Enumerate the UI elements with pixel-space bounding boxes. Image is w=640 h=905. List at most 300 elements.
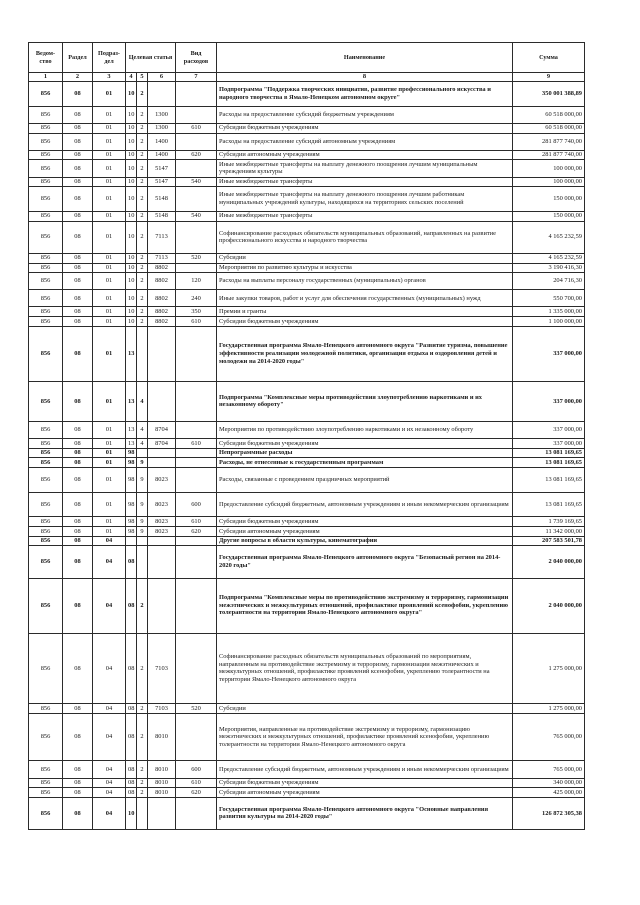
sum-cell: 281 877 740,00 [513,133,585,150]
table-row [29,221,585,253]
column-number: 8 [217,73,513,82]
table-row [29,713,585,761]
podrazdel-cell: 01 [93,527,126,537]
razdel-cell: 08 [63,421,93,438]
name-cell: Субсидии [217,704,513,714]
table-row [29,704,585,714]
podrazdel-cell: 01 [93,150,126,160]
expense-type-cell: 620 [176,150,217,160]
target-article-part-cell: 10 [126,106,137,123]
table-row [29,797,585,829]
expense-type-cell: 120 [176,273,217,290]
name-cell: Иные межбюджетные трансферты на выплату денежного поощрения лучшим муниципальным учреждениям культуры [217,160,513,177]
target-article-part-cell: 08 [126,713,137,761]
target-article-code-cell: 1300 [148,106,176,123]
podrazdel-cell: 01 [93,421,126,438]
sum-cell: 1 275 000,00 [513,633,585,703]
target-article-part-cell: 10 [126,187,137,212]
target-article-code-cell: 8704 [148,421,176,438]
podrazdel-cell: 01 [93,307,126,317]
expense-type-cell: 540 [176,177,217,187]
vedomstvo-cell: 856 [29,788,63,798]
vedomstvo-cell: 856 [29,221,63,253]
target-article-part-cell: 9 [137,458,148,468]
target-article-part-cell: 98 [126,458,137,468]
header-cell: Целевая статья [126,43,176,73]
sum-cell: 126 872 305,38 [513,797,585,829]
target-article-code-cell: 7113 [148,221,176,253]
expense-type-cell [176,221,217,253]
expense-type-cell [176,263,217,273]
target-article-part-cell: 4 [137,421,148,438]
table-row [29,307,585,317]
target-article-part-cell: 2 [137,633,148,703]
vedomstvo-cell: 856 [29,263,63,273]
razdel-cell: 08 [63,458,93,468]
table-body [29,82,585,830]
vedomstvo-cell: 856 [29,633,63,703]
expense-type-cell: 610 [176,317,217,327]
target-article-part-cell [137,546,148,578]
podrazdel-cell: 01 [93,177,126,187]
podrazdel-cell: 04 [93,761,126,778]
razdel-cell: 08 [63,788,93,798]
budget-table [28,42,585,830]
sum-cell: 765 000,00 [513,761,585,778]
target-article-code-cell: 8802 [148,307,176,317]
vedomstvo-cell: 856 [29,578,63,633]
target-article-code-cell: 7103 [148,704,176,714]
razdel-cell: 08 [63,761,93,778]
expense-type-cell: 350 [176,307,217,317]
name-cell: Другие вопросы в области культуры, кинематографии [217,536,513,546]
podrazdel-cell: 04 [93,713,126,761]
vedomstvo-cell: 856 [29,713,63,761]
name-cell: Подпрограмма "Поддержка творческих инициатив, развитие профессионального искусства и народного творчества в Ямало-Ненецком автономном округе" [217,82,513,107]
razdel-cell: 08 [63,211,93,221]
target-article-part-cell: 13 [126,326,137,381]
name-cell: Субсидии автономным учреждениям [217,527,513,537]
expense-type-cell [176,713,217,761]
sum-cell: 337 000,00 [513,381,585,421]
expense-type-cell: 540 [176,211,217,221]
target-article-part-cell: 08 [126,633,137,703]
name-cell: Непрограммные расходы [217,448,513,458]
target-article-part-cell: 2 [137,211,148,221]
target-article-code-cell [148,82,176,107]
podrazdel-cell: 01 [93,467,126,492]
target-article-part-cell: 08 [126,788,137,798]
sum-cell: 13 081 169,65 [513,448,585,458]
sum-cell: 4 165 232,59 [513,253,585,263]
expense-type-cell [176,797,217,829]
table-row [29,448,585,458]
razdel-cell: 08 [63,133,93,150]
target-article-code-cell [148,797,176,829]
name-cell: Субсидии бюджетным учреждениям [217,778,513,788]
target-article-code-cell: 8802 [148,317,176,327]
table-row [29,133,585,150]
sum-cell: 100 000,00 [513,160,585,177]
name-cell: Иные закупки товаров, работ и услуг для обеспечения государственных (муниципальных) нужд [217,290,513,307]
expense-type-cell [176,160,217,177]
target-article-part-cell [137,536,148,546]
header-row [29,43,585,73]
name-cell: Подпрограмма "Комплексные меры противодействия злоупотреблению наркотиками и их незаконному обороту" [217,381,513,421]
razdel-cell: 08 [63,578,93,633]
column-number: 6 [148,73,176,82]
vedomstvo-cell: 856 [29,187,63,212]
target-article-part-cell: 2 [137,150,148,160]
sum-cell: 13 081 169,65 [513,492,585,517]
table-row [29,467,585,492]
target-article-part-cell: 13 [126,421,137,438]
target-article-part-cell: 2 [137,704,148,714]
target-article-part-cell: 08 [126,761,137,778]
podrazdel-cell: 04 [93,546,126,578]
sum-cell: 350 001 388,89 [513,82,585,107]
expense-type-cell: 610 [176,439,217,449]
table-row [29,778,585,788]
razdel-cell: 08 [63,82,93,107]
razdel-cell: 08 [63,160,93,177]
vedomstvo-cell: 856 [29,439,63,449]
vedomstvo-cell: 856 [29,253,63,263]
expense-type-cell [176,458,217,468]
target-article-part-cell: 10 [126,160,137,177]
target-article-part-cell: 9 [137,467,148,492]
podrazdel-cell: 01 [93,517,126,527]
sum-cell: 150 000,00 [513,211,585,221]
razdel-cell: 08 [63,713,93,761]
name-cell: Расходы, связанные с проведением праздничных мероприятий [217,467,513,492]
vedomstvo-cell: 856 [29,133,63,150]
table-row [29,381,585,421]
vedomstvo-cell: 856 [29,317,63,327]
target-article-part-cell: 2 [137,713,148,761]
podrazdel-cell: 01 [93,290,126,307]
target-article-part-cell: 98 [126,517,137,527]
vedomstvo-cell: 856 [29,704,63,714]
expense-type-cell: 610 [176,517,217,527]
razdel-cell: 08 [63,150,93,160]
target-article-part-cell: 10 [126,211,137,221]
target-article-part-cell: 4 [137,439,148,449]
vedomstvo-cell: 856 [29,160,63,177]
target-article-part-cell [137,448,148,458]
target-article-part-cell: 2 [137,788,148,798]
sum-cell: 207 583 501,78 [513,536,585,546]
target-article-part-cell: 2 [137,82,148,107]
razdel-cell: 08 [63,633,93,703]
sum-cell: 550 700,00 [513,290,585,307]
vedomstvo-cell: 856 [29,761,63,778]
vedomstvo-cell: 856 [29,82,63,107]
column-number: 1 [29,73,63,82]
vedomstvo-cell: 856 [29,517,63,527]
expense-type-cell [176,187,217,212]
target-article-part-cell: 2 [137,123,148,133]
target-article-part-cell: 2 [137,761,148,778]
sum-cell: 337 000,00 [513,421,585,438]
podrazdel-cell: 01 [93,123,126,133]
name-cell: Софинансирование расходных обязательств муниципальных образований, направленных на развитие профессионального искусства и народного творчества [217,221,513,253]
name-cell: Премии и гранты [217,307,513,317]
podrazdel-cell: 04 [93,797,126,829]
razdel-cell: 08 [63,778,93,788]
vedomstvo-cell: 856 [29,536,63,546]
name-cell: Субсидии автономным учреждениям [217,150,513,160]
vedomstvo-cell: 856 [29,492,63,517]
table-row [29,160,585,177]
target-article-part-cell: 10 [126,797,137,829]
target-article-part-cell: 08 [126,546,137,578]
sum-cell: 4 165 232,59 [513,221,585,253]
target-article-code-cell: 8010 [148,778,176,788]
razdel-cell: 08 [63,546,93,578]
razdel-cell: 08 [63,439,93,449]
name-cell: Субсидии [217,253,513,263]
target-article-code-cell: 8802 [148,263,176,273]
table-row [29,290,585,307]
sum-cell: 3 190 416,30 [513,263,585,273]
header-cell: Сумма [513,43,585,73]
target-article-part-cell: 08 [126,778,137,788]
target-article-part-cell: 4 [137,381,148,421]
sum-cell: 337 000,00 [513,439,585,449]
table-row [29,187,585,212]
target-article-part-cell: 2 [137,160,148,177]
target-article-part-cell: 2 [137,133,148,150]
expense-type-cell [176,546,217,578]
target-article-code-cell: 8010 [148,788,176,798]
expense-type-cell [176,578,217,633]
target-article-part-cell: 10 [126,123,137,133]
header-cell: Раздел [63,43,93,73]
razdel-cell: 08 [63,317,93,327]
name-cell: Субсидии бюджетным учреждениям [217,123,513,133]
table-row [29,578,585,633]
expense-type-cell [176,381,217,421]
podrazdel-cell: 01 [93,82,126,107]
table-row [29,317,585,327]
razdel-cell: 08 [63,326,93,381]
name-cell: Государственная программа Ямало-Ненецкого автономного округа "Безопасный регион на 2014-2020 годы" [217,546,513,578]
vedomstvo-cell: 856 [29,326,63,381]
sum-cell: 60 518 000,00 [513,106,585,123]
target-article-part-cell: 2 [137,187,148,212]
podrazdel-cell: 01 [93,106,126,123]
table-row [29,211,585,221]
table-row [29,527,585,537]
table-row [29,761,585,778]
name-cell: Мероприятия по противодействию злоупотреблению наркотиками и их незаконному обороту [217,421,513,438]
expense-type-cell: 240 [176,290,217,307]
target-article-code-cell: 8023 [148,527,176,537]
sum-cell: 60 518 000,00 [513,123,585,133]
column-number: 4 [126,73,137,82]
razdel-cell: 08 [63,536,93,546]
target-article-code-cell [148,546,176,578]
target-article-part-cell: 10 [126,253,137,263]
podrazdel-cell: 01 [93,492,126,517]
expense-type-cell [176,82,217,107]
sum-cell: 2 040 000,00 [513,578,585,633]
podrazdel-cell: 01 [93,263,126,273]
table-row [29,253,585,263]
expense-type-cell [176,133,217,150]
sum-cell: 425 000,00 [513,788,585,798]
name-cell: Субсидии автономным учреждениям [217,788,513,798]
target-article-part-cell: 98 [126,492,137,517]
expense-type-cell: 600 [176,492,217,517]
expense-type-cell [176,326,217,381]
header-cell: Вид расходов [176,43,217,73]
razdel-cell: 08 [63,290,93,307]
sum-cell: 1 275 000,00 [513,704,585,714]
target-article-code-cell [148,448,176,458]
target-article-part-cell: 2 [137,263,148,273]
razdel-cell: 08 [63,253,93,263]
target-article-part-cell: 2 [137,307,148,317]
podrazdel-cell: 01 [93,439,126,449]
razdel-cell: 08 [63,517,93,527]
table-row [29,177,585,187]
sum-cell: 765 000,00 [513,713,585,761]
vedomstvo-cell: 856 [29,546,63,578]
razdel-cell: 08 [63,263,93,273]
target-article-code-cell: 1400 [148,133,176,150]
name-cell: Иные межбюджетные трансферты [217,211,513,221]
target-article-part-cell: 10 [126,150,137,160]
name-cell: Расходы, не отнесенные к государственным программам [217,458,513,468]
sum-cell: 281 877 740,00 [513,150,585,160]
name-cell: Государственная программа Ямало-Ненецкого автономного округа "Основные направления развития культуры на 2014-2020 годы" [217,797,513,829]
expense-type-cell: 620 [176,527,217,537]
table-row [29,273,585,290]
vedomstvo-cell: 856 [29,177,63,187]
target-article-code-cell [148,536,176,546]
target-article-part-cell: 10 [126,133,137,150]
podrazdel-cell: 01 [93,187,126,212]
sum-cell: 340 000,00 [513,778,585,788]
podrazdel-cell: 01 [93,448,126,458]
target-article-part-cell: 13 [126,439,137,449]
razdel-cell: 08 [63,187,93,212]
expense-type-cell [176,467,217,492]
column-number: 2 [63,73,93,82]
vedomstvo-cell: 856 [29,211,63,221]
target-article-code-cell: 8023 [148,467,176,492]
podrazdel-cell: 01 [93,326,126,381]
name-cell: Иные межбюджетные трансферты на выплату денежного поощрения лучшим работникам муниципальных учреждений культуры, находящихся на территориях сельских поселений [217,187,513,212]
razdel-cell: 08 [63,123,93,133]
podrazdel-cell: 01 [93,253,126,263]
target-article-part-cell: 10 [126,290,137,307]
table-row [29,421,585,438]
target-article-code-cell: 8704 [148,439,176,449]
name-cell: Предоставление субсидий бюджетным, автономным учреждениям и иным некоммерческим организациям [217,492,513,517]
target-article-code-cell: 1400 [148,150,176,160]
vedomstvo-cell: 856 [29,467,63,492]
target-article-code-cell: 7103 [148,633,176,703]
sum-cell: 1 100 000,00 [513,317,585,327]
expense-type-cell: 520 [176,253,217,263]
target-article-code-cell: 8023 [148,517,176,527]
table-row [29,633,585,703]
column-number: 5 [137,73,148,82]
target-article-code-cell [148,578,176,633]
podrazdel-cell: 04 [93,778,126,788]
target-article-part-cell: 13 [126,381,137,421]
header-cell: Ведом-ство [29,43,63,73]
sum-cell: 337 000,00 [513,326,585,381]
target-article-part-cell: 10 [126,177,137,187]
target-article-part-cell: 9 [137,517,148,527]
expense-type-cell [176,421,217,438]
expense-type-cell: 610 [176,123,217,133]
target-article-part-cell: 08 [126,704,137,714]
podrazdel-cell: 01 [93,221,126,253]
vedomstvo-cell: 856 [29,458,63,468]
table-row [29,788,585,798]
vedomstvo-cell: 856 [29,381,63,421]
target-article-code-cell [148,458,176,468]
target-article-part-cell [137,797,148,829]
column-number-row [29,73,585,82]
name-cell: Подпрограмма "Комплексные меры по противодействию экстремизму и терроризму, гармонизации межэтнических и межкультурных отношений, профилактике проявлений ксенофобии, укреплению толерантности на территории Ямало-Ненецкого автономного округа" [217,578,513,633]
target-article-code-cell: 8010 [148,713,176,761]
podrazdel-cell: 01 [93,317,126,327]
table-row [29,326,585,381]
vedomstvo-cell: 856 [29,448,63,458]
razdel-cell: 08 [63,467,93,492]
name-cell: Расходы на предоставление субсидий бюджетным учреждениям [217,106,513,123]
target-article-part-cell: 10 [126,82,137,107]
name-cell: Субсидии бюджетным учреждениям [217,317,513,327]
target-article-code-cell: 8010 [148,761,176,778]
podrazdel-cell: 01 [93,133,126,150]
target-article-code-cell: 8023 [148,492,176,517]
sum-cell: 2 040 000,00 [513,546,585,578]
razdel-cell: 08 [63,381,93,421]
razdel-cell: 08 [63,307,93,317]
sum-cell: 11 342 000,00 [513,527,585,537]
budget-sheet [28,42,584,830]
table-row [29,263,585,273]
target-article-part-cell: 08 [126,578,137,633]
podrazdel-cell: 01 [93,381,126,421]
target-article-code-cell: 8802 [148,290,176,307]
podrazdel-cell: 04 [93,633,126,703]
name-cell: Государственная программа Ямало-Ненецкого автономного округа "Развитие туризма, повышение эффективности реализации молодежной политики, организация отдыха и оздоровления детей и молодежи на 2014-2020 годы" [217,326,513,381]
target-article-code-cell: 8802 [148,273,176,290]
sum-cell: 204 716,30 [513,273,585,290]
column-number: 9 [513,73,585,82]
vedomstvo-cell: 856 [29,106,63,123]
target-article-part-cell: 10 [126,307,137,317]
name-cell: Субсидии бюджетным учреждениям [217,517,513,527]
target-article-code-cell [148,381,176,421]
table-row [29,439,585,449]
razdel-cell: 08 [63,273,93,290]
target-article-part-cell: 10 [126,221,137,253]
name-cell: Мероприятия, направленные на противодействие экстремизму и терроризму, гармонизацию межэтнических и межкультурных отношений, профилактике проявлений ксенофобии, укреплению толерантности на территории Ямало-Ненецкого автономного округа [217,713,513,761]
name-cell: Софинансирование расходных обязательств муниципальных образований по мероприятиям, направленным на противодействие экстремизму и терроризму, гармонизации межэтнических и межкультурных отношений, профилактике проявлений ксенофобии, укреплению толерантности на территории Ямало-Ненецкого автономного округа [217,633,513,703]
target-article-part-cell: 10 [126,317,137,327]
podrazdel-cell: 04 [93,788,126,798]
sum-cell: 13 081 169,65 [513,458,585,468]
